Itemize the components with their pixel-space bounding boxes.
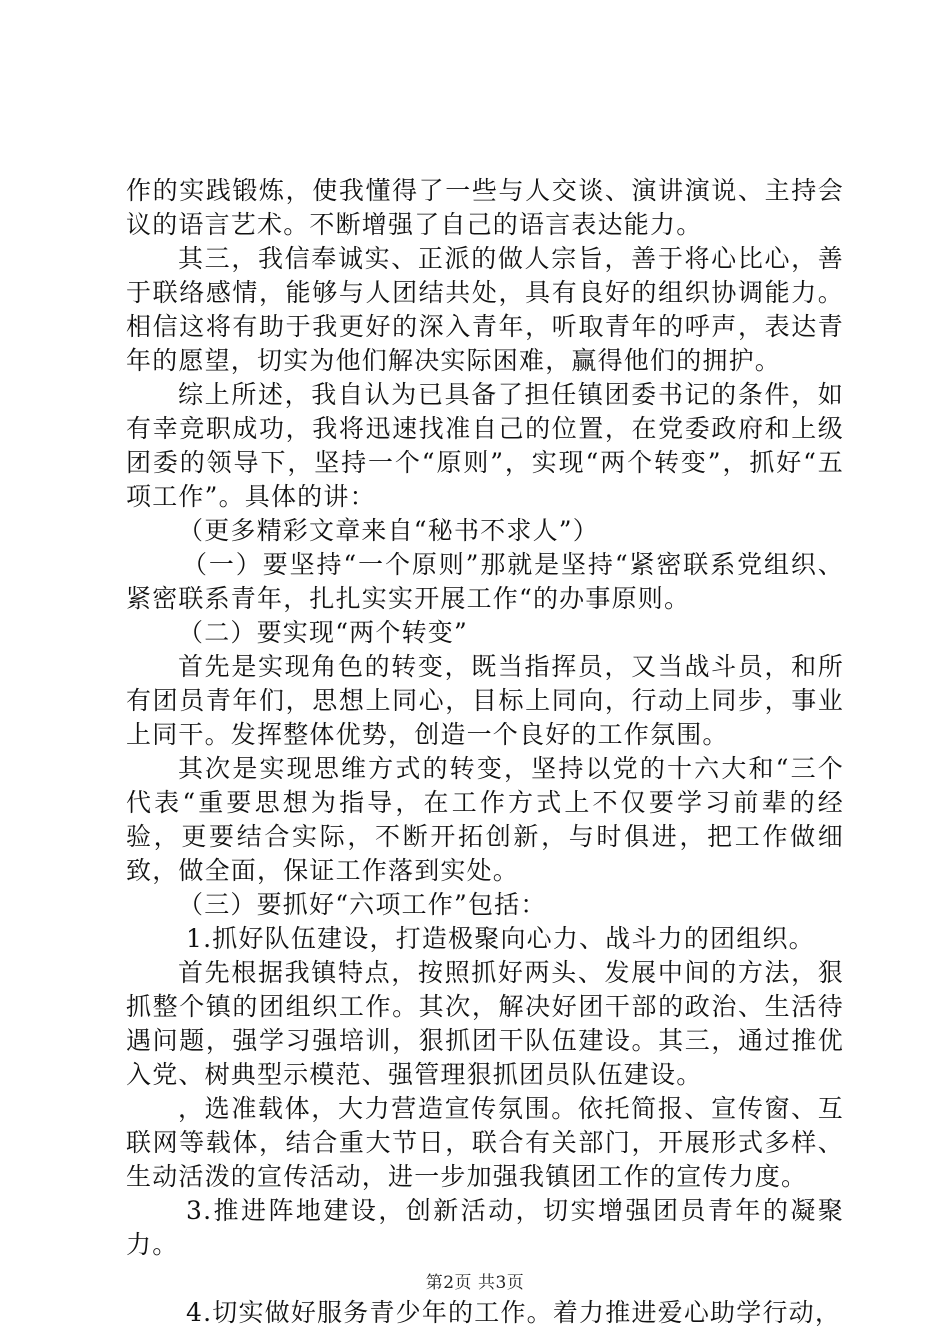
paragraph-thinking-change: 其次是实现思维方式的转变，坚持以党的十六大和“三个代表“重要思想为指导，在工作方式上不仅要学习前辈的经验，更要结合实际，不断开拓创新，与时俱进，把工作做细致，做全面，保证工作落到实处。 [126,754,844,885]
paragraph-item-3: 3.推进阵地建设，创新活动，切实增强团员青年的凝聚力。 [126,1196,844,1259]
paragraph-section-1: （一）要坚持“一个原则”那就是坚持“紧密联系党组织、紧密联系青年，扎扎实实开展工作“的办事原则。 [126,550,844,613]
paragraph-item-1-detail: 首先根据我镇特点，按照抓好两头、发展中间的方法，狠抓整个镇的团组织工作。其次，解决好团干部的政治、生活待遇问题，强学习强培训，狠抓团干队伍建设。其三，通过推优入党、树典型示模范、强管理狠抓团员队伍建设。 [126,958,844,1089]
paragraph-item-2-detail: ，选准载体，大力营造宣传氛围。依托简报、宣传窗、互联网等载体，结合重大节日，联合有关部门，开展形式多样、生动活泼的宣传活动，进一步加强我镇团工作的宣传力度。 [126,1094,844,1191]
paragraph-3: 综上所述，我自认为已具备了担任镇团委书记的条件，如有幸竞职成功，我将迅速找准自己的位置，在党委政府和上级团委的领导下，坚持一个“原则”，实现“两个转变”，抓好“五项工作”。具体的讲： [126,380,844,511]
paragraph-source-note: （更多精彩文章来自“秘书不求人”） [178,516,599,545]
document-body [126,174,844,1330]
paragraph-item-4: 4.切实做好服务青少年的工作。着力推进爱心助学行动， [186,1298,842,1327]
paragraph-item-1: 1.抓好队伍建设，打造极聚向心力、战斗力的团组织。 [186,924,815,953]
paragraph-role-change: 首先是实现角色的转变，既当指挥员，又当战斗员，和所有团员青年们，思想上同心，目标上同向，行动上同步，事业上同干。发挥整体优势，创造一个良好的工作氛围。 [126,652,844,749]
paragraph-section-2-heading: （二）要实现“两个转变” [178,618,468,647]
paragraph-section-3-heading: （三）要抓好“六项工作”包括： [178,890,547,919]
page-number-footer: 第2页 共3页 [425,1273,525,1293]
paragraph-2: 其三，我信奉诚实、正派的做人宗旨，善于将心比心，善于联络感情，能够与人团结共处，具有良好的组织协调能力。相信这将有助于我更好的深入青年，听取青年的呼声，表达青年的愿望，切实为他们解决实际困难，赢得他们的拥护。 [126,244,844,375]
paragraph-1: 作的实践锻炼，使我懂得了一些与人交谈、演讲演说、主持会议的语言艺术。不断增强了自己的语言表达能力。 [126,176,844,239]
